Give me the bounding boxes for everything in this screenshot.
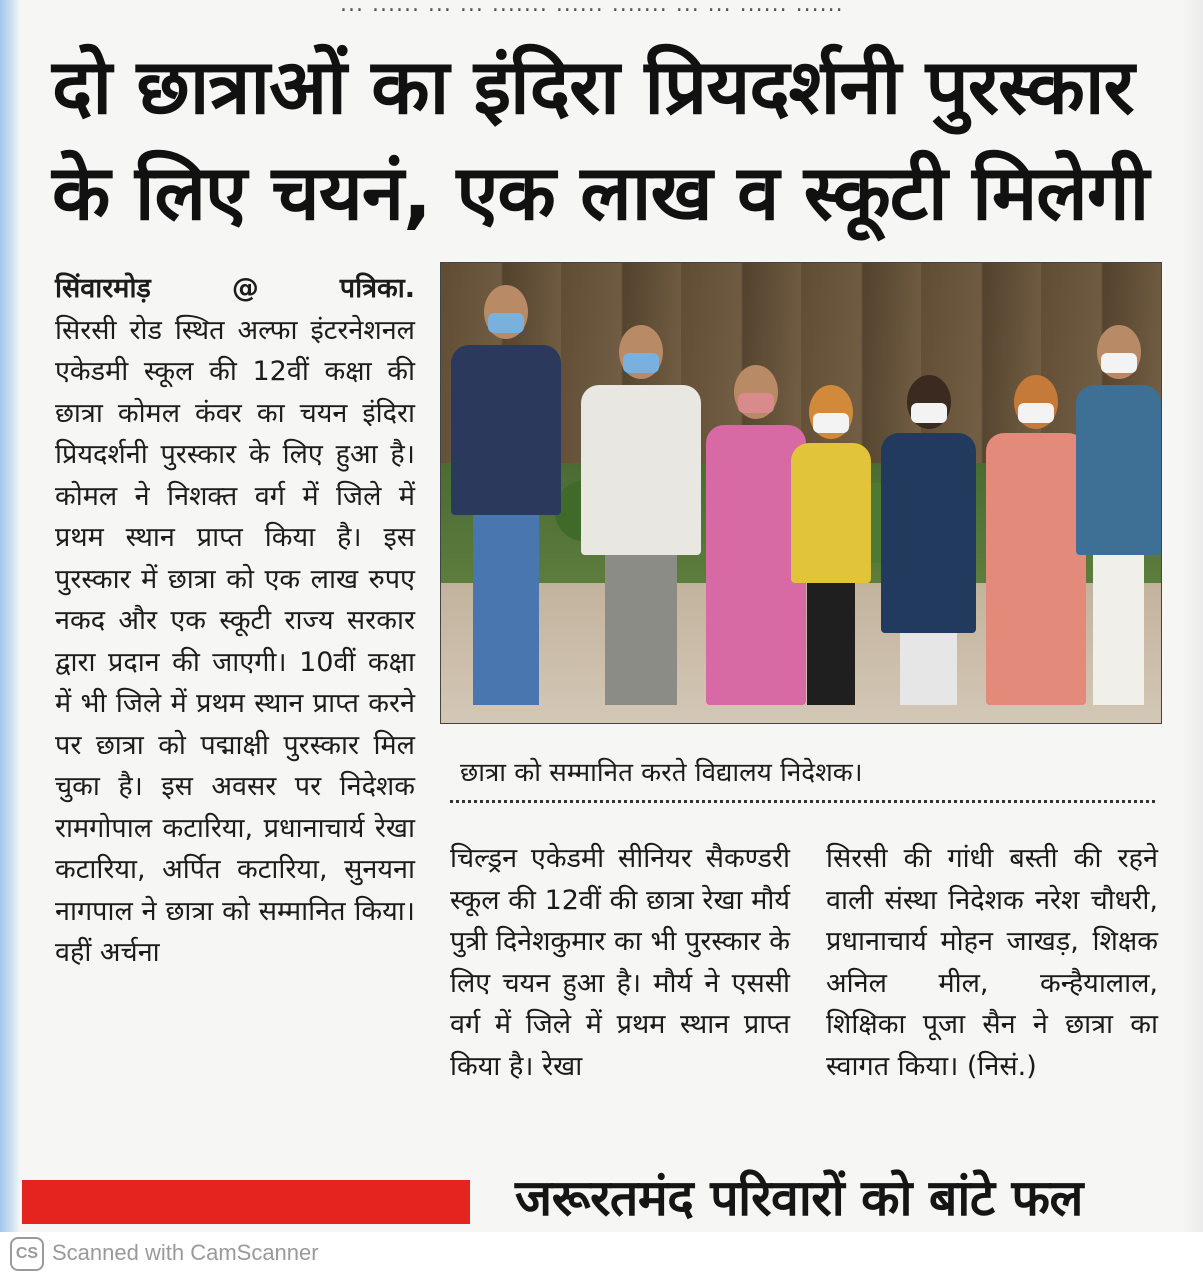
- article-text-right: सिरसी की गांधी बस्ती की रहने वाली संस्था निदेशक नरेश चौधरी, प्रधानाचार्य मोहन जाखड़, शिक्षक अनिल मील, कन्हैयालाल, शिक्षिका पूजा सैन ने छात्रा का स्वागत किया। (निसं.): [826, 843, 1158, 1082]
- next-article-headline: जरूरतमंद परिवारों को बांटे फल: [515, 1169, 1083, 1227]
- article-text-middle: चिल्ड्रन एकेडमी सीनियर सैकण्डरी स्कूल की 12वीं की छात्रा रेखा मौर्य पुत्री दिनेशकुमार का भी पुरस्कार के लिए चयन हुआ है। मौर्य ने एससी वर्ग में जिले में प्रथम स्थान प्राप्त किया है। रेखा: [450, 843, 790, 1082]
- photo-person: [451, 285, 561, 705]
- news-photo: [440, 262, 1162, 724]
- dateline-at: @: [231, 273, 259, 304]
- red-section-bar: [22, 1180, 470, 1224]
- scanner-watermark-text: Scanned with CamScanner: [52, 1240, 319, 1265]
- dateline-place: सिंवारमोड़: [55, 273, 151, 304]
- dateline-paper: पत्रिका.: [339, 273, 415, 304]
- photo-person: [881, 375, 976, 705]
- photo-person: [581, 325, 701, 705]
- article-column-left: [55, 268, 415, 974]
- caption-divider: [450, 800, 1155, 803]
- photo-person: [1076, 325, 1161, 705]
- page-edge-left: [0, 0, 20, 1232]
- camscanner-logo-icon: CS: [10, 1237, 44, 1271]
- dateline: [55, 268, 415, 310]
- headline-line-2: के लिए चयनं, एक लाख व स्कूटी मिलेगी: [52, 148, 1149, 237]
- cropped-previous-text: ... ...... ... ... ....... ...... ....... ... ... ...... ......: [340, 0, 844, 16]
- headline-line-1: दो छात्राओं का इंदिरा प्रियदर्शनी पुरस्कार: [52, 42, 1134, 131]
- photo-person: [986, 375, 1086, 705]
- article-text-left: सिरसी रोड स्थित अल्फा इंटरनेशनल एकेडमी स्कूल की 12वीं कक्षा की छात्रा कोमल कंवर का चयन इंदिरा प्रियदर्शनी पुरस्कार के लिए हुआ है। कोमल ने निशक्त वर्ग में जिले में प्रथम स्थान प्राप्त किया है। इस पुरस्कार में छात्रा को एक लाख रुपए नकद और एक स्कूटी राज्य सरकार द्वारा प्रदान की जाएगी। 10वीं कक्षा में भी जिले में प्रथम स्थान प्राप्त करने पर छात्रा को पद्माक्षी पुरस्कार मिल चुका है। इस अवसर पर निदेशक रामगोपाल कटारिया, प्रधानाचार्य रेखा कटारिया, अर्पित कटारिया, सुनयना नागपाल ने छात्रा को सम्मानित किया। वहीं अर्चना: [55, 314, 415, 968]
- page-edge-right: [1181, 0, 1203, 1232]
- photo-caption: छात्रा को सम्मानित करते विद्यालय निदेशक।: [460, 758, 863, 788]
- photo-person: [791, 385, 871, 705]
